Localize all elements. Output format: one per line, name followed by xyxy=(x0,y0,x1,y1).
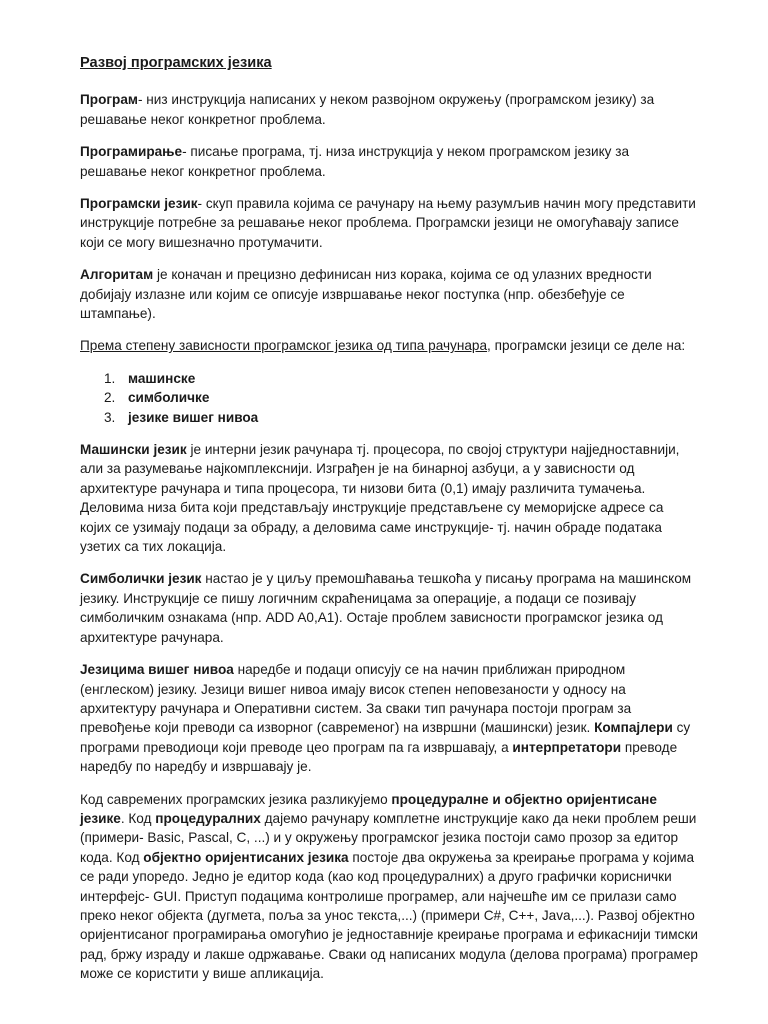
list-item xyxy=(80,369,698,388)
high-level-text-2: су програми преводиоци који преводе цео програм па га извршавају, а xyxy=(80,720,691,755)
term-compilers: Компајлери xyxy=(594,720,673,736)
symbolic-language-paragraph xyxy=(80,569,698,647)
list-item xyxy=(80,408,698,427)
high-level-text-1: наредбе и подаци описују се на начин приближан природном (енглеском) језику. Језици вишег нивоа имају висок степен неповезаности у односу на архитектуру рачунара и Оперативни систем. За сваки тип рачунара постоји програм за превођење који преводи са изворног (савременог) на извршни (машински) језик. xyxy=(80,662,632,736)
page-title: Развој програмских језика xyxy=(80,55,272,71)
definition-programming xyxy=(80,142,698,181)
list-item-number: 3. xyxy=(104,409,116,425)
term-programming-language: Програмски језик xyxy=(80,196,198,212)
term-programming: Програмирање xyxy=(80,144,183,160)
term-algorithm: Алгоритам xyxy=(80,267,154,283)
machine-language-text: је интерни језик рачунара тј. процесора, по својој структури најједноставнији, али за разумевање најкомплекснији. Изграђен је на бинарној азбуци, а у зависности од архитектуре рачунара и типа процесора, ти низови бита (0,1) имају различита тумачења. Деловима низа бита који представљају инструкције представљене су меморијске адресе са којих се узимају подаци за обраду, а деловима саме инструкције- тј. начин обраде података узетих са тих локација. xyxy=(80,442,680,555)
definition-program xyxy=(80,90,698,129)
list-item-label: машинске xyxy=(128,370,196,386)
classification-intro xyxy=(80,336,698,355)
symbolic-language-text: настао је у циљу премошћавања тешкоћа у писању програма на машинском језику. Инструкције се пишу логичним скраћеницама за операције, а подаци се позивају симболичким ознакама (нпр. ADD A0,A1). Остаје проблем зависности програмског језика од архитектуре рачунара. xyxy=(80,571,692,645)
term-object-oriented: објектно оријентисаних језика xyxy=(143,849,349,865)
modern-text-2: . Код xyxy=(120,810,156,826)
definition-programming-text: - писање програма, тј. низа инструкција у неком програмском језику за решавање неког конкретног проблема. xyxy=(80,144,630,179)
term-procedural-and-oo: процедуралне и објектно оријентисане језике xyxy=(80,791,657,826)
term-procedural: процедуралних xyxy=(155,810,261,826)
machine-language-paragraph xyxy=(80,440,698,556)
term-symbolic-language: Симболички језик xyxy=(80,571,202,587)
modern-languages-paragraph xyxy=(80,790,698,984)
classification-criterion: Према степену зависности програмског језика од типа рачунара xyxy=(80,338,488,354)
term-machine-language: Машински језик xyxy=(80,442,187,458)
high-level-language-paragraph xyxy=(80,660,698,776)
language-levels-list xyxy=(80,369,698,427)
definition-program-text: - низ инструкција написаних у неком развојном окружењу (програмском језику) за решавање неког конкретног проблема. xyxy=(80,92,655,127)
modern-text-3: дајемо рачунару комплетне инструкције како да неки проблем реши (примери- Basic, Pascal, C, ...) и у окружењу програмског језика постоји само прозор за едитор кода. Код xyxy=(80,810,697,865)
modern-text-1: Код савремених програмских језика разликујемо xyxy=(80,791,392,807)
high-level-text-3: преводе наредбу по наредбу и извршавају је. xyxy=(80,739,678,775)
list-item-label: језике вишег нивоа xyxy=(128,409,259,425)
classification-intro-text: , програмски језици се деле на: xyxy=(487,338,686,354)
definition-programming-language xyxy=(80,194,698,252)
definition-algorithm-text: је коначан и прецизно дефинисан низ корака, којима се од улазних вредности добијају излазне или којим се описује извршавање неког поступка (нпр. обезбеђује се штампање). xyxy=(80,267,652,322)
document-page xyxy=(80,54,698,997)
modern-text-4: постоје два окружења за креирање програма у којима се ради упоредо. Једно је едитор кода (као код процедуралних) а друго графички кориснички интерфејс- GUI. Приступ подацима контролише програмер, али најчешће им се прилази само преко неког објекта (дугмета, поља за унос текста,...) (примери C#, C++, Java,...). Развој објектно оријентисаног програмирања омогућио је једноставније креирање програма и ефикаснији тимски рад, бржу израду и лакше одржавање. Сваки од написаних модула (делова програма) програмер може се користити у више апликација. xyxy=(80,849,698,982)
term-high-level-languages: Језицима вишег нивоа xyxy=(80,662,234,678)
term-program: Програм xyxy=(80,92,138,108)
definition-algorithm xyxy=(80,265,698,323)
term-interpreters: интерпретатори xyxy=(512,739,622,755)
definition-programming-language-text: - скуп правила којима се рачунару на њему разумљив начин могу представити инструкције потребне за решавање неког проблема. Програмски језици не омогућавају записе који се могу вишезначно протумачити. xyxy=(80,196,696,250)
list-item-number: 2. xyxy=(104,390,116,406)
list-item xyxy=(80,388,698,407)
list-item-number: 1. xyxy=(104,370,116,386)
list-item-label: симболичке xyxy=(128,390,210,406)
